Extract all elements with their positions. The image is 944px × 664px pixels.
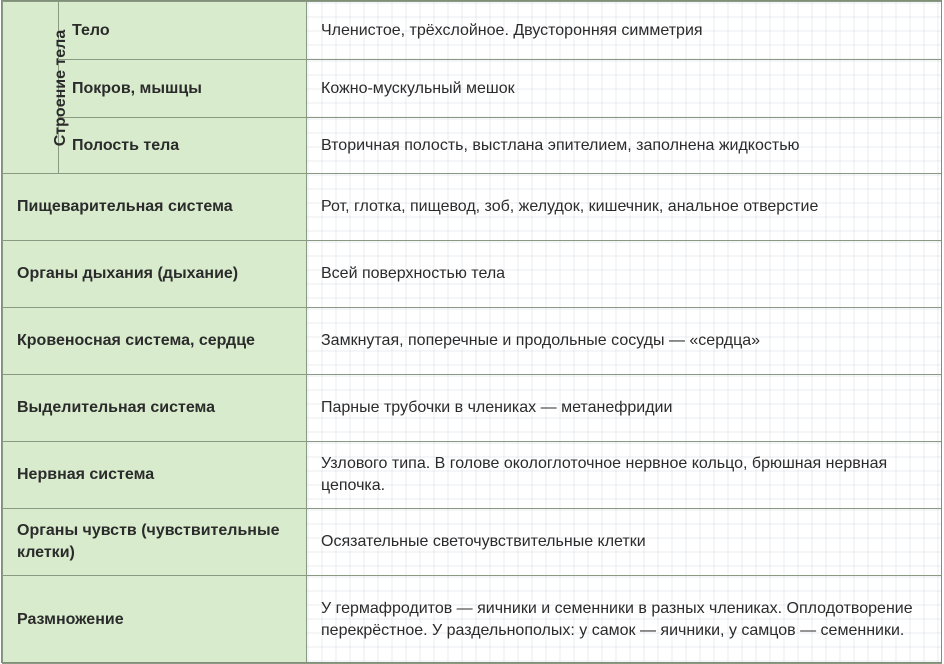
- row-value: Членистое, трёхслойное. Двусторонняя симметрия: [307, 2, 942, 60]
- table-row: [3, 2, 942, 60]
- table-row: [3, 576, 942, 664]
- row-label: Тело: [59, 2, 307, 60]
- row-label: Размножение: [3, 576, 307, 664]
- table-row: [3, 118, 942, 174]
- row-value: Парные трубочки в члениках — метанефридии: [307, 375, 942, 442]
- row-label: Кровеносная система, сердце: [3, 308, 307, 375]
- body-structure-group-label: [3, 2, 70, 174]
- table-row: [3, 174, 942, 241]
- row-value: Замкнутая, поперечные и продольные сосуды — «сердца»: [307, 308, 942, 375]
- row-value: Кожно-мускульный мешок: [307, 60, 942, 118]
- group-label-text: Строение тела: [52, 29, 70, 146]
- row-value: Вторичная полость, выстлана эпителием, заполнена жидкостью: [307, 118, 942, 174]
- row-value: Всей поверхностью тела: [307, 241, 942, 308]
- row-value: Осязательные светочувствительные клетки: [307, 509, 942, 576]
- row-label: Полость тела: [59, 118, 307, 174]
- anatomy-table: [2, 1, 942, 664]
- table-row: [3, 442, 942, 509]
- row-label: Покров, мышцы: [59, 60, 307, 118]
- row-label: Органы дыхания (дыхание): [3, 241, 307, 308]
- table-row: [3, 60, 942, 118]
- table-row: [3, 509, 942, 576]
- table-row: [3, 375, 942, 442]
- table-row: [3, 308, 942, 375]
- row-label: Пищеварительная система: [3, 174, 307, 241]
- row-value: Узлового типа. В голове окологлоточное нервное кольцо, брюшная нервная цепочка.: [307, 442, 942, 509]
- table-row: [3, 241, 942, 308]
- row-value: Рот, глотка, пищевод, зоб, желудок, кишечник, анальное отверстие: [307, 174, 942, 241]
- row-label: Органы чувств (чувствительные клетки): [3, 509, 307, 576]
- row-value: У гермафродитов — яичники и семенники в разных члениках. Оплодотворение перекрёстное. У раздельнополых: у самок — яичники, у самцов — семенники.: [307, 576, 942, 664]
- row-label: Выделительная система: [3, 375, 307, 442]
- row-label: Нервная система: [3, 442, 307, 509]
